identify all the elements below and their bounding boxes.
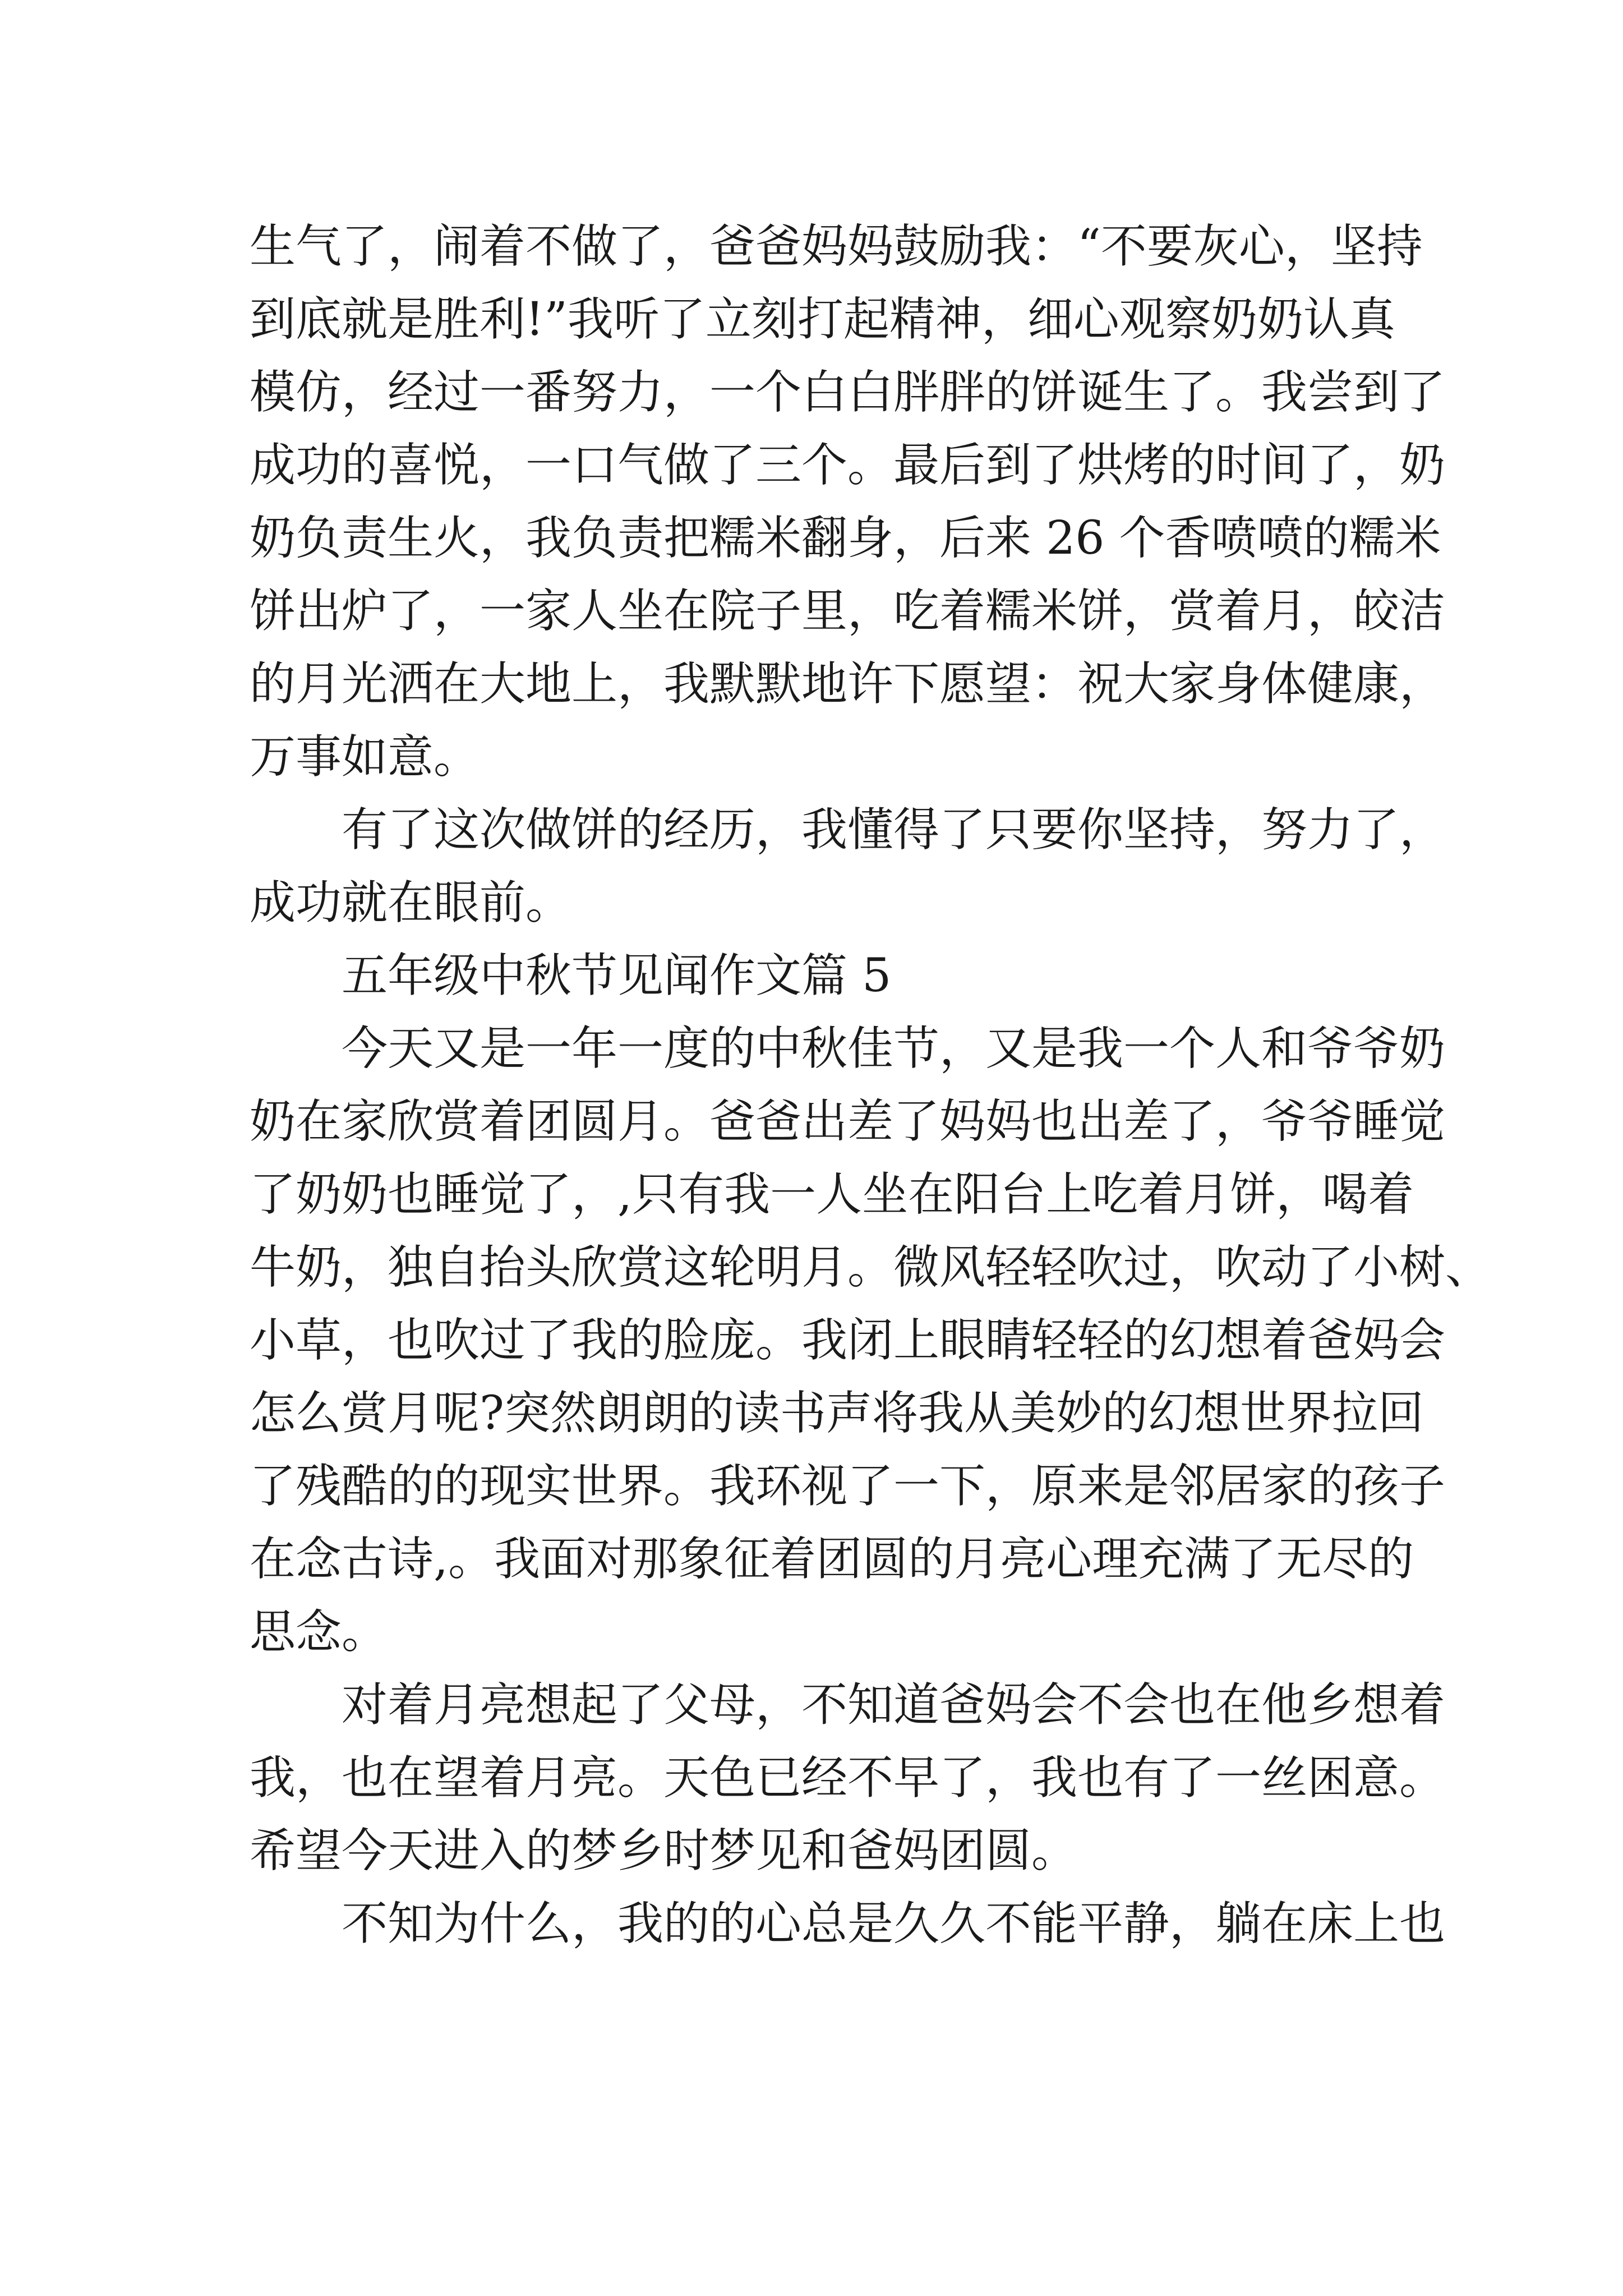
text-line: 在念古诗,。我面对那象征着团圆的月亮心理充满了无尽的 xyxy=(250,1533,1414,1586)
text-line: 成功就在眼前。 xyxy=(250,876,572,930)
text-line: 了残酷的的现实世界。我环视了一下，原来是邻居家的孩子 xyxy=(250,1460,1446,1513)
text-line: 今天又是一年一度的中秋佳节，又是我一个人和爷爷奶 xyxy=(342,1022,1446,1075)
text-line: 成功的喜悦，一口气做了三个。最后到了烘烤的时间了，奶 xyxy=(250,439,1446,492)
text-line: 生气了，闹着不做了，爸爸妈妈鼓励我：“不要灰心，坚持 xyxy=(250,220,1423,273)
text-line: 奶在家欣赏着团圆月。爸爸出差了妈妈也出差了，爷爷睡觉 xyxy=(250,1095,1446,1148)
text-line: 饼出炉了，一家人坐在院子里，吃着糯米饼，赏着月，皎洁 xyxy=(250,585,1446,638)
text-line: 对着月亮想起了父母，不知道爸妈会不会也在他乡想着 xyxy=(342,1678,1446,1732)
text-line: 怎么赏月呢?突然朗朗的读书声将我从美妙的幻想世界拉回 xyxy=(250,1387,1424,1440)
text-line: 思念。 xyxy=(250,1605,388,1659)
text-line: 有了这次做饼的经历，我懂得了只要你坚持，努力了， xyxy=(342,803,1446,857)
text-line: 小草，也吹过了我的脸庞。我闭上眼睛轻轻的幻想着爸妈会 xyxy=(250,1314,1446,1367)
text-line: 不知为什么，我的的心总是久久不能平静，躺在床上也 xyxy=(342,1897,1446,1950)
text-line: 了奶奶也睡觉了，,只有我一人坐在阳台上吃着月饼，喝着 xyxy=(250,1168,1414,1221)
text-line: 到底就是胜利!”我听了立刻打起精神，细心观察奶奶认真 xyxy=(250,293,1395,346)
document-body xyxy=(250,210,1492,1961)
text-line: 希望今天进入的梦乡时梦见和爸妈团圆。 xyxy=(250,1824,1078,1878)
text-line: 奶负责生火，我负责把糯米翻身，后来 26 个香喷喷的糯米 xyxy=(250,512,1441,565)
text-line: 的月光洒在大地上，我默默地许下愿望：祝大家身体健康， xyxy=(250,657,1446,711)
section-heading: 五年级中秋节见闻作文篇 5 xyxy=(342,949,892,1002)
text-line: 牛奶，独自抬头欣赏这轮明月。微风轻轻吹过，吹动了小树、 xyxy=(250,1241,1492,1294)
text-line: 模仿，经过一番努力，一个白白胖胖的饼诞生了。我尝到了 xyxy=(250,366,1446,419)
text-line: 我，也在望着月亮。天色已经不早了，我也有了一丝困意。 xyxy=(250,1751,1446,1805)
text-line: 万事如意。 xyxy=(250,730,480,784)
